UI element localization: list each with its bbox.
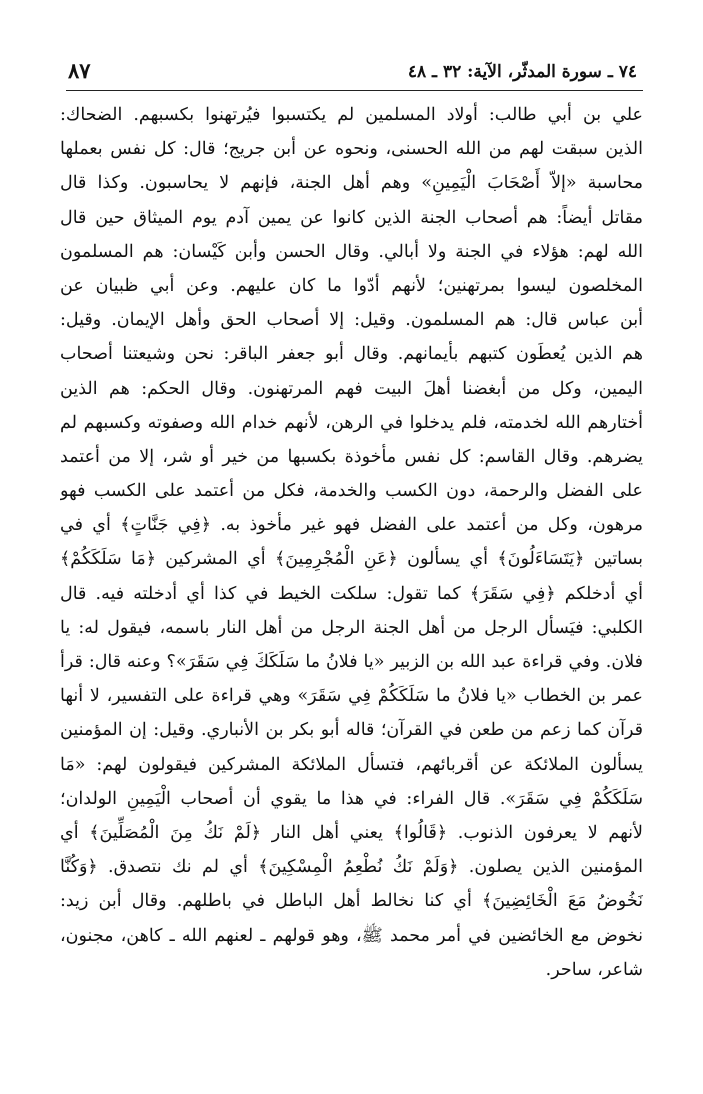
text-line: أختارهم الله لخدمته، فلم يدخلوا في الرهن، لأنهم خدام الله وصفوته وكسبهم لم <box>60 412 643 433</box>
text-line: بساتين ﴿يَتَسَاءَلُونَ﴾ أي يسألون ﴿عَنِ الْمُجْرِمِينَ﴾ أي المشركين ﴿مَا سَلَكَكُمْ﴾ <box>60 549 643 570</box>
text-line: الذين سبقت لهم من الله الحسنى، ونحوه عن أبن جريج؛ قال: كل نفس بعملها <box>60 139 643 160</box>
text-line: اليمين، وكل من أبغضنا أهلَ البيت فهم المرتهنون. وقال الحكم: هم الذين <box>60 378 643 399</box>
text-line: المخلصون ليسوا بمرتهنين؛ لأنهم أدّوا ما كان عليهم. وعن أبي ظبيان عن <box>60 275 643 296</box>
page-number: ٨٧ <box>68 58 91 83</box>
text-line: علي بن أبي طالب: أولاد المسلمين لم يكتسبوا فيُرتهنوا بكسبهم. الضحاك: <box>60 105 643 125</box>
text-line: شاعر، ساحر. <box>545 959 643 980</box>
text-line: الكلبي: فيَسأل الرجل من أهل الجنة الرجل من أهل النار باسمه، فيقول له: يا <box>60 617 643 638</box>
text-line: يضرهم. وقال القاسم: كل نفس مأخوذة بكسبها من خير أو شر، إلا من أعتمد <box>60 446 643 467</box>
text-line: هم الذين يُعطَون كتبهم بأيمانهم. وقال أبو جعفر الباقر: نحن وشيعتنا أصحاب <box>60 344 643 365</box>
text-line: سَلَكَكُمْ فِي سَقَرَ». قال الفراء: في هذا ما يقوي أن أصحاب الْيَمِينِ الولدان؛ <box>60 788 643 809</box>
text-line: على الفضل والرحمة، دون الكسب والخدمة، فكل من أعتمد على الكسب فهو <box>60 481 643 502</box>
text-line: محاسبة «إلاّ أَصْحَابَ الْيَمِينِ» وهم أهل الجنة، فإنهم لا يحاسبون. وكذا قال <box>60 173 643 194</box>
text-line: عمر بن الخطاب «يا فلانُ ما سَلَكَكُمْ فِي سَقَرَ» وهي قراءة على التفسير، لا أنها <box>60 686 643 707</box>
text-line: قرآن كما زعم من طعن في القرآن؛ قاله أبو بكر بن الأنباري. وقيل: إن المؤمنين <box>60 720 643 741</box>
text-line: أي أدخلكم ﴿فِي سَقَرَ﴾ كما تقول: سلكت الخيط في كذا أي أدخلته فيه. قال <box>60 583 643 604</box>
text-line: يسألون الملائكة عن أقربائهم، فتسأل الملائكة المشركين فيقولون لهم: «مَا <box>60 754 643 775</box>
running-title: ٧٤ ـ سورة المدثّر، الآية: ٣٢ ـ ٤٨ <box>407 62 637 82</box>
text-line: لأنهم لا يعرفون الذنوب. ﴿قَالُوا﴾ يعني أهل النار ﴿لَمْ نَكُ مِنَ الْمُصَلِّينَ﴾ أي <box>60 822 643 843</box>
text-line: أبن عباس قال: هم المسلمون. وقيل: إلا أصحاب الحق وأهل الإيمان. وقيل: <box>60 310 643 331</box>
text-line: نخوض مع الخائضين في أمر محمد ﷺ، وهو قولهم ـ لعنهم الله ـ كاهن، مجنون، <box>60 925 643 946</box>
text-line: مقاتل أيضاً: هم أصحاب الجنة الذين كانوا عن يمين آدم يوم الميثاق حين قال <box>60 207 643 228</box>
text-line: المؤمنين الذين يصلون. ﴿وَلَمْ نَكُ نُطْعِمُ الْمِسْكِينَ﴾ أي لم نك نتصدق. ﴿وَكُنَّا <box>60 857 643 878</box>
text-line: مرهون، وكل من أعتمد على الفضل فهو غير مأخوذ به. ﴿فِي جَنَّاتٍ﴾ أي في <box>60 515 643 536</box>
text-line: الله لهم: هؤلاء في الجنة ولا أبالي. وقال الحسن وأبن كَيْسان: هم المسلمون <box>60 241 643 262</box>
header-rule <box>66 90 643 91</box>
text-line: فلان. وفي قراءة عبد الله بن الزبير «يا فلانُ ما سَلَكَكَ فِي سَقَرَ»؟ وعنه قال: قرأ <box>60 652 643 672</box>
body-text <box>60 98 643 987</box>
page-header <box>68 56 637 92</box>
text-line: نَخُوضُ مَعَ الْخَائِضِينَ﴾ أي كنا نخالط أهل الباطل في باطلهم. وقال أبن زيد: <box>60 891 643 912</box>
